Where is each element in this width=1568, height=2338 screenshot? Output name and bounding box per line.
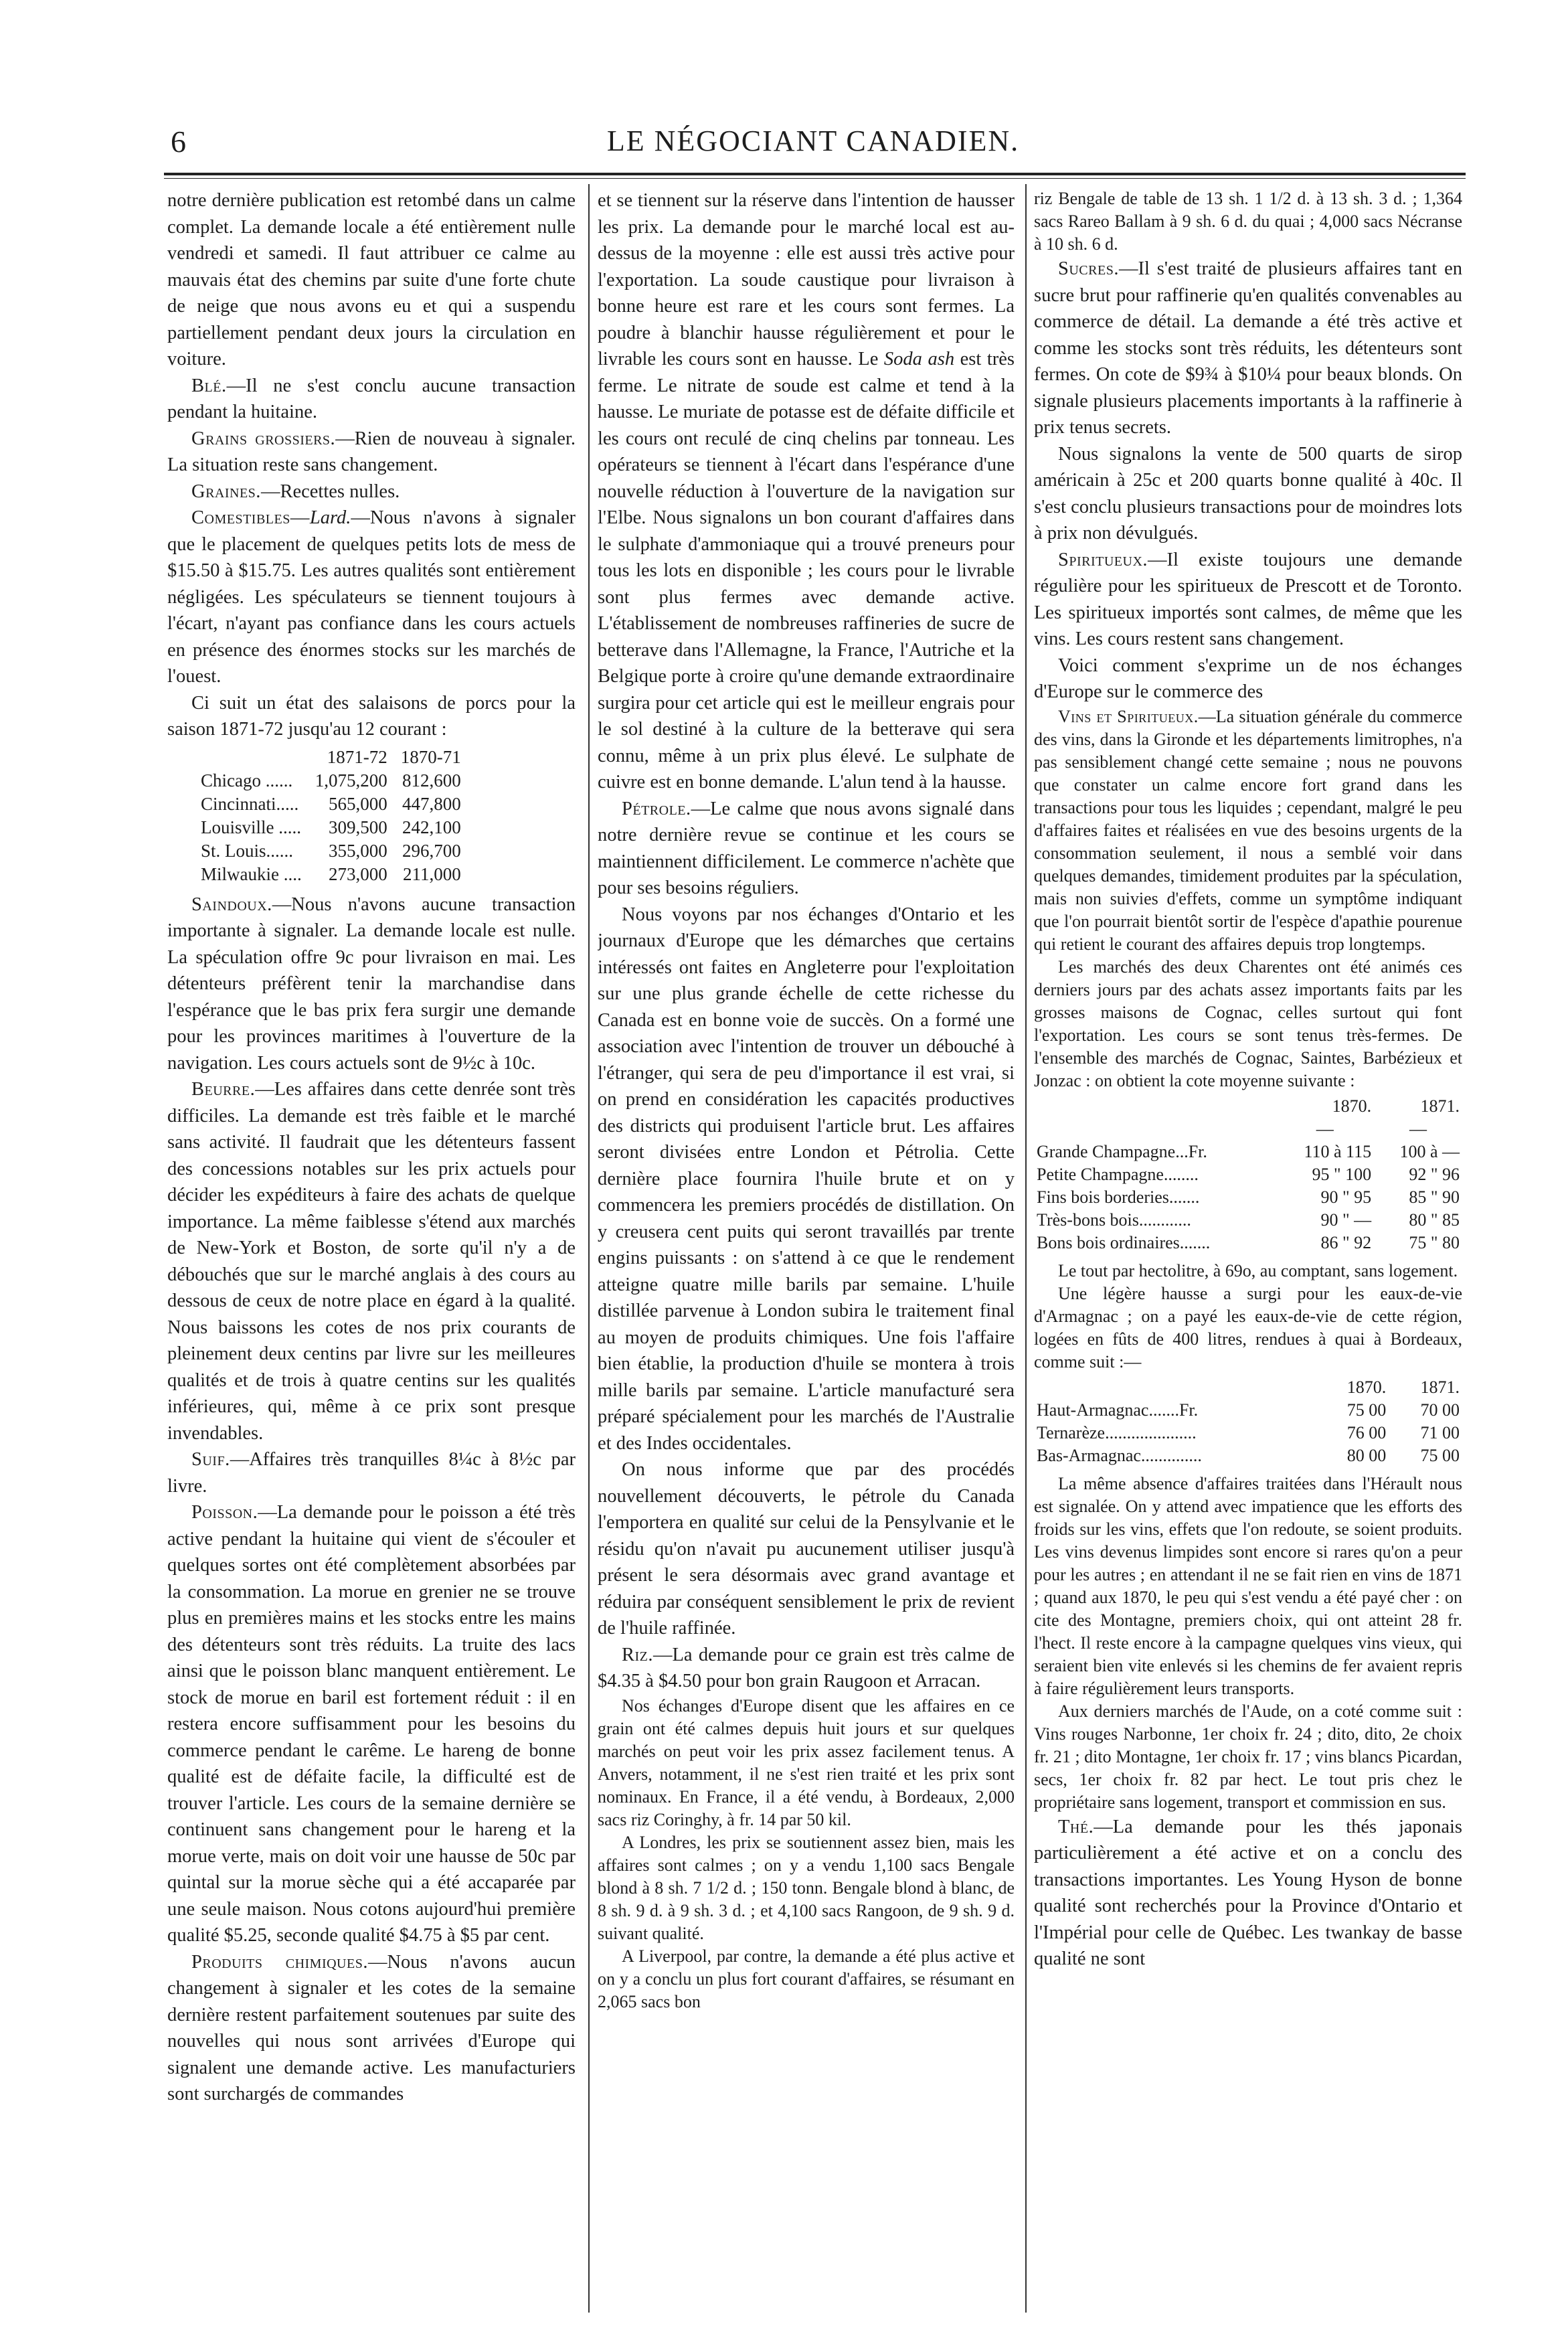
section-petrole xyxy=(598,796,1015,902)
table-cell: 75 00 xyxy=(1346,1400,1387,1420)
table-header: 1871. xyxy=(1420,1377,1460,1397)
paragraph: Une légère hausse a surgi pour les eaux-de-vie d'Armagnac ; on a payé les eaux-de-vie de cette région, logées en fûts de 400 litres, rendues à quai à Bordeaux, comme suit :— xyxy=(1034,1283,1462,1371)
table-cell: 812,600 xyxy=(402,770,461,790)
section-heading: Thé. xyxy=(1058,1816,1094,1837)
section-heading: Sucres. xyxy=(1058,258,1119,279)
table-cell: Ternarèze..................... xyxy=(1037,1422,1197,1442)
paragraph: Voici comment s'exprime un de nos échanges d'Europe sur le commerce des xyxy=(1034,655,1462,702)
table-cell: 355,000 xyxy=(328,840,387,861)
table-dash: — xyxy=(1316,1118,1334,1139)
section-heading: Poisson. xyxy=(191,1502,258,1523)
table-cell: 71 00 xyxy=(1420,1422,1460,1442)
table-row xyxy=(1034,1209,1462,1232)
paragraph: A Londres, les prix se soutiennent assez bien, mais les affaires sont calmes ; on y a vendu 1,100 sacs Bengale blond à 8 sh. 7 1/2 d. ; 150 tonn. Bengale blond à blanc, de 8 sh. 9 d. à 9 sh. 3 d. ; et 4,100 sacs Rangoon, de 9 sh. 9 d. suivant qualité. xyxy=(598,1832,1015,1943)
section-vins xyxy=(1034,705,1462,956)
table-cell: 75 " 80 xyxy=(1409,1232,1460,1252)
column-divider-2 xyxy=(1025,184,1027,2313)
section-spiritueux xyxy=(1034,547,1462,653)
section-text: —Recettes nulles. xyxy=(260,481,400,502)
section-heading: Blé. xyxy=(191,375,227,396)
paragraph: et se tiennent sur la réserve dans l'intention de hausser les prix. La demande pour le marché local est au-dessus de la moyenne : elle est aussi très active pour l'exportation. La soude caustique pour livraison à bonne heure est rare et les cours sont fermes. La poudre à blanchir hausse régulièrement et pour le livrable les cours sont en hausse. Le Soda ash est très ferme. Le nitrate de soude est calme et tend à la hausse. Le muriate de potasse est de défaite difficile et les cours ont reculé de cinq chelins par tonneau. Les opérateurs se tiennent à l'écart dans l'espérance d'une nouvelle réduction à l'ouverture de la navigation sur l'Elbe. Nous signalons un bon courant d'affaires dans le sulphate d'ammoniaque qui a trouvé preneurs pour tous les lots en disponible ; les cours pour le livrable sont plus fermes avec demande active. L'établissement de nombreuses raffineries de sucre de betterave dans l'Allemagne, la France, l'Autriche et la Belgique porte à croire qu'une demande extraordinaire surgira pour cet article qui est le meilleur engrais pour le sol destiné à la culture de la betterave qui sera connu, même à un prix plus élevé. Le sulphate de cuivre est en bonne demande. L'alun tend à la hausse. xyxy=(598,190,1015,792)
table-row xyxy=(1034,1186,1462,1209)
table-cell: 80 " 85 xyxy=(1409,1209,1460,1230)
section-text: —La demande pour les thés japonais particulièrement a été active et on a conclu des transactions importantes. Les Young Hyson de bonne qualité sont recherchés pour la Province d'Ontario et l'Impérial pour celle de Québec. Les twankay de basse qualité ne sont xyxy=(1034,1816,1462,1969)
section-text: —Rien de nouveau à signaler. La situation reste sans changement. xyxy=(167,428,576,475)
table-cell: 1,075,200 xyxy=(315,770,387,790)
table-cell: 90 " — xyxy=(1320,1209,1372,1230)
table-cell: 211,000 xyxy=(402,863,461,884)
table-cell: Haut-Armagnac.......Fr. xyxy=(1037,1400,1199,1420)
section-grains xyxy=(167,426,576,479)
section-text: —Il existe toujours une demande régulière pour les spiritueux de Prescott et de Toronto. Les spiritueux importés sont calmes, de même que les vins. Les cours restent sans changement. xyxy=(1034,549,1462,649)
section-suif xyxy=(167,1446,576,1499)
table-row xyxy=(194,816,468,839)
table-cell: 95 " 100 xyxy=(1312,1164,1372,1184)
table-row xyxy=(1034,1444,1462,1467)
armagnac-table xyxy=(1034,1376,1462,1467)
section-produits-chimiques xyxy=(167,1949,576,2108)
table-cell: 90 " 95 xyxy=(1320,1187,1372,1207)
table-cell: 110 à 115 xyxy=(1304,1141,1372,1161)
table-cell: 85 " 90 xyxy=(1409,1187,1460,1207)
table-cell: Louisville ..... xyxy=(201,817,301,837)
table-cell: Chicago ...... xyxy=(201,770,293,790)
paragraph: A Liverpool, par contre, la demande a été plus active et on y a conclu un plus fort courant d'affaires, se résumant en 2,065 sacs bon xyxy=(598,1946,1015,2011)
section-heading: Suif. xyxy=(191,1449,230,1470)
table-header: 1870. xyxy=(1332,1096,1372,1116)
section-heading: Graines. xyxy=(191,481,261,502)
table-cell: Très-bons bois............ xyxy=(1037,1209,1191,1230)
section-text: —Il s'est traité de plusieurs affaires tant en sucre brut pour raffinerie qu'en qualités convenables au commerce de détail. La demande a été très active et comme les stocks sont très réduits, les détenteurs sont fermes. On cote de $9¾ à $10¼ pour beaux blonds. On signale plusieurs placements importants à la raffinerie à prix tenus secrets. xyxy=(1034,258,1462,438)
table-cell: Fins bois borderies....... xyxy=(1037,1187,1200,1207)
table-header: 1870. xyxy=(1346,1377,1387,1397)
table-dash: — xyxy=(1409,1118,1427,1139)
table-cell: 75 00 xyxy=(1420,1445,1460,1465)
table-row xyxy=(194,769,468,792)
paragraph: Nous signalons la vente de 500 quarts de sirop américain à 25c et 200 quarts bonne qualité à 40c. Il s'est conclu plusieurs transactions pour de moindres lots à prix non dévulgués. xyxy=(1034,443,1462,544)
table-cell: St. Louis...... xyxy=(201,840,294,861)
header-rule-thick xyxy=(164,173,1466,175)
section-text: —Nous n'avons aucun changement à signaler et les cotes de la semaine dernière restent parfaitement soutenues par suite des nouvelles qui nous sont arrivées d'Europe qui signalent une demande active. Les manufacturiers sont surchargés de commandes xyxy=(167,1951,576,2104)
section-text: —La situation générale du commerce des vins, dans la Gironde et les départements limitrophes, n'a pas sensiblement changé cette semaine ; nous ne pouvons que constater un calme encore fort grand dans les transactions pour tous les liquides ; cependant, malgré le peu d'affaires faites et réalisées en vue des besoins urgents de la consommation seulement, il nous a semblé voir dans quelques demandes, timidement produites par la spéculation, mais non suivies d'effets, comme un symptôme indiquant que l'on pourrait bientôt sortir de l'espèce d'apathie pourenue qui retient le courant des affaires depuis trop longtemps. xyxy=(1034,706,1462,954)
section-text: —La demande pour le poisson a été très active pendant la huitaine qui vient de s'écouler et quelques sortes ont été complètement absorbées par la consommation. La morue en grenier ne se trouve plus en premières mains et les stocks entre les mains des détenteurs sont très réduits. La truite des lacs ainsi que le poisson blanc manquent entièrement. Le stock de morue en baril est fortement réduit : il en restera encore suffisamment pour les besoins du commerce pendant le carême. Le hareng de bonne qualité est de défaite facile, la difficulté est de trouver l'article. Les cours de la semaine dernière se continuent sans changement pour le hareng et la morue verte, mais on doit voir une hausse de 50c par quintal sur la morue sèche qui a été accaparée par une seule maison. Nous cotons aujourd'hui première qualité $5.25, seconde qualité $4.75 à $5 par cent. xyxy=(167,1502,576,1946)
table-cell: 70 00 xyxy=(1420,1400,1460,1420)
table-row xyxy=(194,792,468,816)
italic-term: Soda ash xyxy=(883,349,955,369)
page-number: 6 xyxy=(171,124,186,159)
table-cell: 273,000 xyxy=(328,863,387,884)
section-beurre xyxy=(167,1076,576,1446)
table-cell: Milwaukie .... xyxy=(201,863,302,884)
section-the xyxy=(1034,1814,1462,1973)
table-cell: Grande Champagne...Fr. xyxy=(1037,1141,1207,1161)
section-riz xyxy=(598,1642,1015,1695)
table-cell: Bons bois ordinaires....... xyxy=(1037,1232,1211,1252)
table-cell: Cincinnati..... xyxy=(201,793,299,814)
section-text: —Le calme que nous avons signalé dans notre dernière revue se continue et les cours se maintiennent difficilement. Le commerce n'achète que pour ses besoins réguliers. xyxy=(598,798,1015,898)
section-heading: Produits chimiques. xyxy=(191,1951,368,1973)
section-poisson xyxy=(167,1499,576,1949)
section-ble xyxy=(167,373,576,426)
column-divider-1 xyxy=(588,184,590,2313)
masthead-title: LE NÉGOCIANT CANADIEN. xyxy=(606,124,1020,157)
section-sucres xyxy=(1034,256,1462,441)
table-header: 1870-71 xyxy=(400,746,461,767)
table-cell: 242,100 xyxy=(402,817,461,837)
paragraph: On nous informe que par des procédés nouvellement découverts, le pétrole du Canada l'emportera en qualité sur celui de la Pensylvanie et le résidu qu'on n'avait pu aucunement utiliser jusqu'à présent le sera désormais avec grand avantage et réduira par conséquent sensiblement le prix de revient de l'huile raffinée. xyxy=(598,1459,1015,1639)
paragraph: La même absence d'affaires traitées dans l'Hérault nous est signalée. On y attend avec impatience que les efforts des froids sur les vins, effets que l'on redoute, se soient produits. Les vins devenus limpides sont encore si rares qu'on a peur pour les autres ; en attendant il ne se fait rien en vins de 1871 ; quand aux 1870, le peu qui s'est vendu a été payé cher : on cite des Montagne, premiers choix, qui ont atteint 28 fr. l'hect. Il reste encore à la campagne quelques vins vieux, qui seraient bien vite enlevés si les chemins de fer avaient repris à faire régulièrement leurs transports. xyxy=(1034,1473,1462,1698)
section-heading: Beurre. xyxy=(191,1079,256,1100)
table-cell: 86 " 92 xyxy=(1320,1232,1372,1252)
paragraph: Les marchés des deux Charentes ont été animés ces derniers jours par des achats assez importants faits par les grosses maisons de Cognac, celles surtout qui font l'exportation. Les cours se sont tenus très-fermes. De l'ensemble des marchés de Cognac, Saintes, Barbézieux et Jonzac : on obtient la cote moyenne suivante : xyxy=(1034,956,1462,1090)
section-text: —Nous n'avons aucune transaction importante à signaler. La demande locale est nulle. La spéculation offre 9c pour livraison en mai. Les détenteurs préfèrent tenir la marchandise dans l'espérance que le bas prix fera surgir une demande pour les provinces maritimes à l'ouverture de la navigation. Les cours actuels sont de 9½c à 10c. xyxy=(167,894,576,1074)
paragraph: riz Bengale de table de 13 sh. 1 1/2 d. à 13 sh. 3 d. ; 1,364 sacs Rareo Ballam à 9 sh. 6 d. du quai ; 4,000 sacs Nécranse à 10 sh. 6 d. xyxy=(1034,189,1462,254)
table-row xyxy=(1034,1422,1462,1444)
section-heading: Comestibles— xyxy=(191,507,310,528)
section-saindoux xyxy=(167,892,576,1077)
section-heading: Riz. xyxy=(622,1644,654,1665)
section-text: —Affaires très tranquilles 8¼c à 8½c par livre. xyxy=(167,1449,576,1497)
table-row xyxy=(194,863,468,886)
page-header xyxy=(164,124,1462,171)
column-3 xyxy=(1034,187,1462,2316)
paragraph: notre dernière publication est retombé dans un calme complet. La demande locale a été entièrement nulle vendredi et samedi. Il faut attribuer ce calme au mauvais état des chemins par suite d'une forte chute de neige que nous avons eu et qui a suspendu partiellement pendant deux jours la circulation en voiture. xyxy=(167,190,576,369)
section-text: —La demande pour ce grain est très calme de $4.35 à $4.50 pour bon grain Raugoon et Arracan. xyxy=(598,1644,1015,1691)
table-cell: Bas-Armagnac.............. xyxy=(1037,1445,1202,1465)
table-cell: 76 00 xyxy=(1346,1422,1387,1442)
table-row xyxy=(1034,1163,1462,1186)
table-row xyxy=(1034,1232,1462,1254)
paragraph: Aux derniers marchés de l'Aude, on a coté comme suit : Vins rouges Narbonne, 1er choix fr. 24 ; dito, dito, 2e choix fr. 21 ; dito Montagne, 1er choix fr. 17 ; vins blancs Picardan, secs, 1er choix fr. 82 par hect. Le tout pris chez le propriétaire sans logement, transport et commission en sus. xyxy=(1034,1701,1462,1812)
header-rule-thin xyxy=(164,178,1466,179)
table-header: 1871. xyxy=(1420,1096,1460,1116)
cognac-table xyxy=(1034,1095,1462,1254)
column-2 xyxy=(598,187,1015,2316)
section-heading: Saindoux. xyxy=(191,894,272,915)
table-cell: 80 00 xyxy=(1346,1445,1387,1465)
table-row xyxy=(1034,1399,1462,1422)
section-heading: Spiritueux. xyxy=(1058,549,1148,570)
salaisons-table xyxy=(194,746,468,886)
table-cell: 309,500 xyxy=(328,817,387,837)
table-row xyxy=(1034,1141,1462,1163)
column-1 xyxy=(167,187,576,2316)
paragraph: Le tout par hectolitre, à 69o, au comptant, sans logement. xyxy=(1058,1260,1458,1280)
table-header: 1871-72 xyxy=(327,746,387,767)
section-text: —Nous n'avons à signaler que le placement de quelques petits lots de mess de $15.50 à $15.75. Les autres qualités sont entièrement négligées. Les spéculateurs se tiennent toujours à l'écart, n'ayant pas confiance dans les cours actuels en présence des énormes stocks sur les marchés de l'ouest. xyxy=(167,507,576,687)
section-heading: Vins et Spiritueux. xyxy=(1058,706,1199,726)
section-text: —Les affaires dans cette denrée sont très difficiles. La demande est très faible et le marché sans activité. Il faudrait que les détenteurs fassent des concessions notables sur les prix actuels pour décider les expéditeurs à faire des achats de quelque importance. La même faiblesse s'étend aux marchés de New-York et Boston, de sorte qu'il n'y a de débouchés que sur le marché anglais à des cours au dessous de ceux de notre place en égard à la qualité. Nous baissons les cotes de nos prix courants de pleinement deux centins par livre sur les meilleures qualités et de trois à quatre centins sur les qualités inférieures, qui, même à ce prix sont presque invendables. xyxy=(167,1079,576,1444)
section-graines xyxy=(167,479,576,505)
table-cell: 100 à — xyxy=(1399,1141,1460,1161)
section-subheading: Lard. xyxy=(309,507,351,528)
table-cell: 447,800 xyxy=(402,793,461,814)
table-cell: 92 " 96 xyxy=(1409,1164,1460,1184)
table-cell: 296,700 xyxy=(402,840,461,861)
section-text: —Il ne s'est conclu aucune transaction pendant la huitaine. xyxy=(167,375,576,422)
paragraph: Nous voyons par nos échanges d'Ontario et les journaux d'Europe que les démarches que certains intéressés ont faites en Angleterre pour l'exploitation sur une plus grande échelle de cette richesse du Canada est en bonne voie de succès. On a formé une association avec l'intention de trouver un débouché à l'étranger, qui sera de peu d'importance il est vrai, si on prend en considération les capacités productives des districts qui produisent l'article brut. Les affaires seront divisées entre London et Pétrolia. Cette dernière place fournira l'huile brute et on y commencera les premiers procédés de distillation. On y creusera cent puits qui seront travaillés par trente engins puissants : on s'attend à ce que le rendement atteigne quatre mille barils par semaine. L'huile distillée parvenue à London subira le traitement final au moyen de produits chimiques. Une fois l'affaire bien établie, la production d'huile se montera à trois mille barils par semaine. L'article manufacturé sera préparé spécialement pour les marchés de l'Australie et des Indes occidentales. xyxy=(598,904,1015,1454)
table-row xyxy=(194,839,468,863)
paragraph: Ci suit un état des salaisons de porcs pour la saison 1871-72 jusqu'au 12 courant : xyxy=(167,692,576,740)
section-heading: Pétrole. xyxy=(622,798,691,819)
section-comestibles xyxy=(167,505,576,690)
paragraph: Nos échanges d'Europe disent que les affaires en ce grain ont été calmes depuis huit jours et sur quelques marchés on peut voir les prix assez facilement tenus. A Anvers, notamment, il ne s'est rien traité et les prix sont nominaux. En France, il a été vendu, à Bordeaux, 2,000 sacs riz Coringhy, à fr. 14 par 50 kil. xyxy=(598,1695,1015,1829)
table-cell: 565,000 xyxy=(328,793,387,814)
table-cell: Petite Champagne........ xyxy=(1037,1164,1199,1184)
section-heading: Grains grossiers. xyxy=(191,428,336,449)
